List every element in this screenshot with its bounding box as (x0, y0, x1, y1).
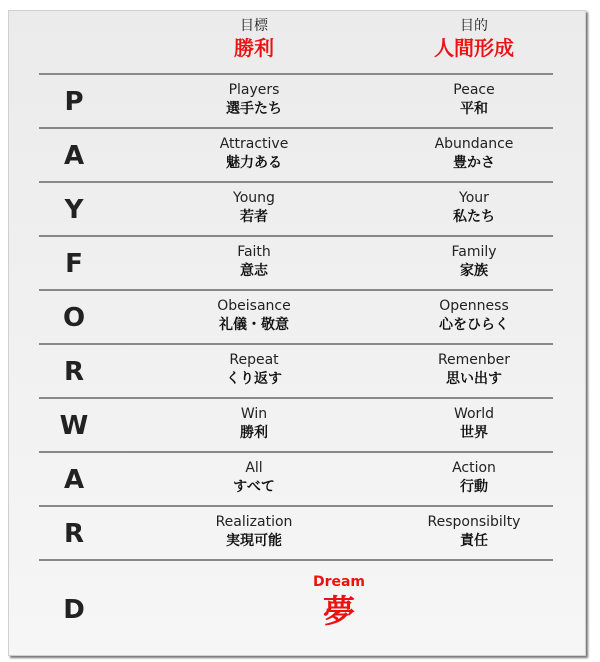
acronym-letter: F (65, 249, 83, 279)
purpose-cell (374, 135, 574, 173)
purpose-cell (374, 189, 574, 227)
table-row (39, 181, 553, 237)
purpose-japanese: 私たち (453, 209, 495, 225)
goal-english: Young (233, 190, 275, 206)
table-row-final (39, 559, 553, 649)
acronym-letter: D (63, 595, 85, 625)
purpose-english: Abundance (434, 136, 514, 152)
purpose-cell (374, 459, 574, 497)
goal-english: Faith (237, 244, 271, 260)
header-goal-label: 目標 (240, 18, 268, 34)
purpose-english: World (453, 406, 495, 422)
payforward-card (8, 10, 586, 656)
purpose-japanese: 思い出す (446, 371, 502, 387)
table-row (39, 505, 553, 561)
purpose-japanese: 責任 (460, 533, 488, 549)
purpose-japanese: 平和 (460, 101, 488, 117)
table-row (39, 235, 553, 291)
table-header (9, 11, 585, 73)
goal-english: Repeat (229, 352, 279, 368)
purpose-japanese: 行動 (460, 479, 488, 495)
purpose-japanese: 世界 (460, 425, 488, 441)
goal-english: Obeisance (217, 298, 291, 314)
goal-english: Players (228, 82, 280, 98)
header-purpose-label: 目的 (460, 18, 488, 34)
goal-cell (154, 81, 354, 119)
goal-japanese: 魅力ある (226, 155, 282, 171)
goal-cell (154, 243, 354, 281)
goal-japanese: 実現可能 (226, 533, 282, 549)
goal-cell (154, 351, 354, 389)
acronym-letter: W (59, 411, 89, 441)
purpose-english: Openness (439, 298, 509, 314)
header-purpose-value: 人間形成 (434, 36, 514, 60)
acronym-letter: P (64, 87, 84, 117)
dream-japanese: 夢 (322, 592, 355, 630)
table-row (39, 289, 553, 345)
purpose-cell (374, 351, 574, 389)
goal-japanese: 勝利 (240, 425, 268, 441)
table-row (39, 397, 553, 453)
acronym-letter: R (63, 519, 85, 549)
goal-japanese: 若者 (240, 209, 268, 225)
table-row (39, 343, 553, 399)
goal-cell (154, 459, 354, 497)
goal-english: Realization (215, 514, 293, 530)
table-row (39, 451, 553, 507)
goal-cell (154, 513, 354, 551)
purpose-english: Responsibilty (427, 514, 521, 530)
table-row (39, 73, 553, 129)
purpose-cell (374, 513, 574, 551)
purpose-english: Family (451, 244, 497, 260)
purpose-cell (374, 297, 574, 335)
purpose-japanese: 豊かさ (453, 155, 495, 171)
goal-japanese: 礼儀・敬意 (219, 317, 289, 333)
goal-japanese: 意志 (240, 263, 268, 279)
dream-english: Dream (312, 574, 366, 590)
goal-japanese: くり返す (226, 371, 282, 387)
goal-cell (154, 189, 354, 227)
goal-english: All (245, 460, 263, 476)
dream-cell (239, 573, 439, 631)
purpose-cell (374, 405, 574, 443)
purpose-english: Action (452, 460, 496, 476)
purpose-english: Peace (453, 82, 495, 98)
goal-english: Win (240, 406, 268, 422)
purpose-japanese: 心をひらく (439, 317, 509, 333)
acronym-letter: O (62, 303, 86, 333)
header-purpose (374, 17, 574, 61)
goal-cell (154, 405, 354, 443)
goal-cell (154, 297, 354, 335)
header-goal (154, 17, 354, 61)
acronym-letter: A (63, 465, 85, 495)
purpose-english: Your (459, 190, 489, 206)
table-row (39, 127, 553, 183)
goal-japanese: すべて (233, 479, 275, 495)
header-goal-value: 勝利 (234, 36, 274, 60)
purpose-english: Remenber (437, 352, 511, 368)
acronym-letter: Y (64, 195, 84, 225)
purpose-cell (374, 243, 574, 281)
purpose-cell (374, 81, 574, 119)
goal-english: Attractive (219, 136, 289, 152)
purpose-japanese: 家族 (460, 263, 488, 279)
acronym-letter: R (63, 357, 85, 387)
goal-japanese: 選手たち (226, 101, 282, 117)
goal-cell (154, 135, 354, 173)
acronym-letter: A (63, 141, 85, 171)
